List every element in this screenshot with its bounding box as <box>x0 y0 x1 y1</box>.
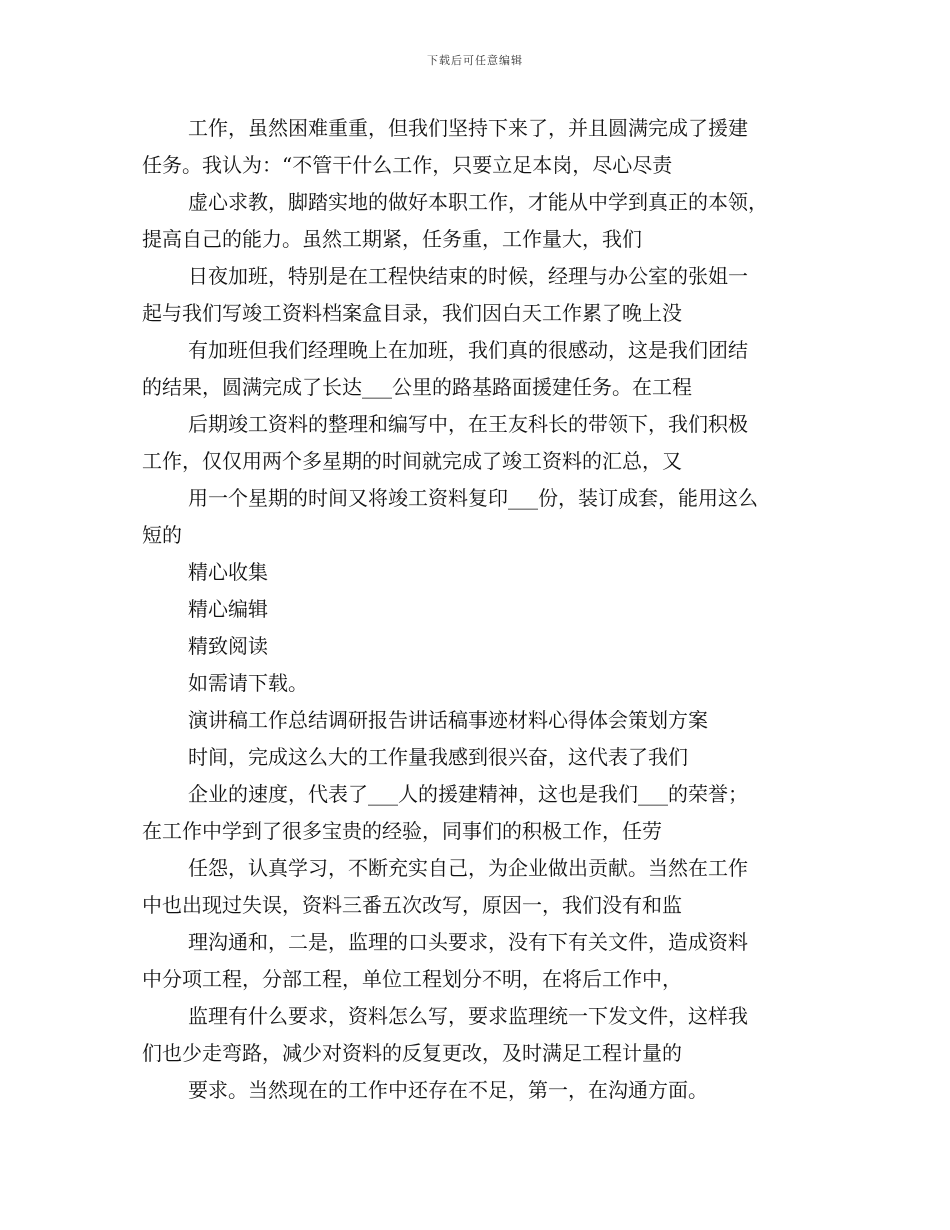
paragraph-first-line: 如需请下载。 <box>188 671 308 695</box>
paragraph <box>142 850 818 924</box>
paragraph-first-line: 用一个星期的时间又将竣工资料复印___份，装订成套，能用这么 <box>188 486 758 510</box>
paragraph <box>142 1072 818 1109</box>
paragraph-line: 任务。我认为：“不管干什么工作，只要立足本岗，尽心尽责 <box>142 153 673 177</box>
paragraph <box>142 665 818 702</box>
paragraph <box>142 258 818 332</box>
paragraph <box>142 332 818 406</box>
paragraph-first-line: 要求。当然现在的工作中还存在不足，第一，在沟通方面。 <box>188 1078 708 1102</box>
paragraph-first-line: 企业的速度，代表了___人的援建精神，这也是我们___的荣誉； <box>188 782 748 806</box>
paragraph-first-line: 时间，完成这么大的工作量我感到很兴奋，这代表了我们 <box>188 745 688 769</box>
paragraph <box>142 480 818 554</box>
paragraph <box>142 554 818 591</box>
paragraph-line: 中分项工程，分部工程，单位工程划分不明，在将后工作中， <box>142 967 682 991</box>
paragraph-line: 工作，仅仅用两个多星期的时间就完成了竣工资料的汇总，又 <box>142 449 682 473</box>
paragraph-first-line: 虚心求教，脚踏实地的做好本职工作，才能从中学到真正的本领， <box>188 190 768 214</box>
paragraph-first-line: 日夜加班，特别是在工程快结束的时候，经理与办公室的张姐一 <box>188 264 748 288</box>
paragraph <box>142 739 818 776</box>
paragraph-first-line: 精心收集 <box>188 560 268 584</box>
paragraph-line: 提高自己的能力。虽然工期紧，任务重，工作量大，我们 <box>142 227 642 251</box>
paragraph-line: 短的 <box>142 523 182 547</box>
page-header: 下载后可任意编辑 <box>427 54 523 67</box>
paragraph <box>142 998 818 1072</box>
paragraph-first-line: 任怨，认真学习，不断充实自己，为企业做出贡献。当然在工作 <box>188 856 748 880</box>
paragraph-first-line: 工作，虽然困难重重，但我们坚持下来了，并且圆满完成了援建 <box>188 116 748 140</box>
paragraph <box>142 628 818 665</box>
paragraph-line: 中也出现过失误，资料三番五次改写，原因一，我们没有和监 <box>142 893 682 917</box>
paragraph-line: 在工作中学到了很多宝贵的经验，同事们的积极工作，任劳 <box>142 819 662 843</box>
paragraph-first-line: 后期竣工资料的整理和编写中，在王友科长的带领下，我们积极 <box>188 412 748 436</box>
paragraph-first-line: 精致阅读 <box>188 634 268 658</box>
paragraph <box>142 776 818 850</box>
paragraph-first-line: 有加班但我们经理晚上在加班，我们真的很感动，这是我们团结 <box>188 338 748 362</box>
paragraph-first-line: 演讲稿工作总结调研报告讲话稿事迹材料心得体会策划方案 <box>188 708 708 732</box>
paragraph-line: 的结果，圆满完成了长达___公里的路基路面援建任务。在工程 <box>142 375 692 399</box>
document-body <box>142 110 818 1109</box>
paragraph-first-line: 精心编辑 <box>188 597 268 621</box>
paragraph <box>142 924 818 998</box>
paragraph <box>142 184 818 258</box>
paragraph-first-line: 监理有什么要求，资料怎么写，要求监理统一下发文件，这样我 <box>188 1004 748 1028</box>
paragraph <box>142 406 818 480</box>
paragraph-first-line: 理沟通和，二是，监理的口头要求，没有下有关文件，造成资料 <box>188 930 748 954</box>
paragraph-line: 起与我们写竣工资料档案盒目录，我们因白天工作累了晚上没 <box>142 301 682 325</box>
paragraph <box>142 591 818 628</box>
paragraph <box>142 702 818 739</box>
paragraph <box>142 110 818 184</box>
paragraph-line: 们也少走弯路，减少对资料的反复更改，及时满足工程计量的 <box>142 1041 682 1065</box>
